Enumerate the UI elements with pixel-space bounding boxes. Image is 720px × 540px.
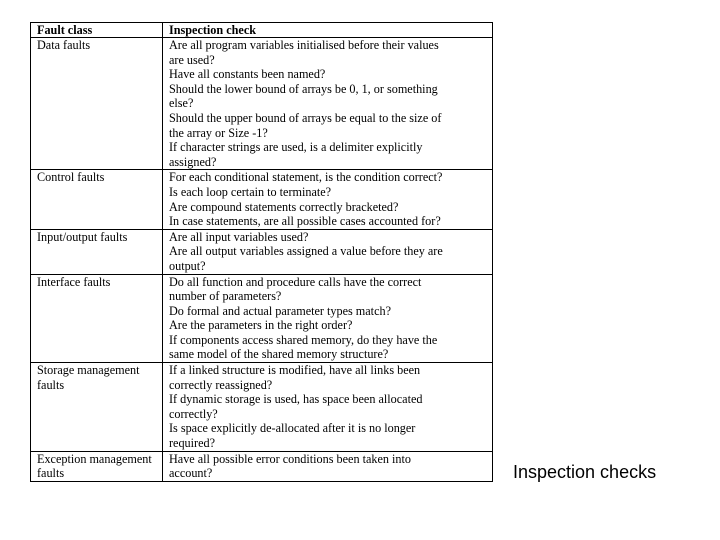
- inspection-check-line: required?: [169, 436, 216, 451]
- inspection-check-line: output?: [169, 258, 206, 273]
- inspection-check-line: For each conditional statement, is the condition correct?: [169, 170, 443, 185]
- inspection-check-line: assigned?: [169, 154, 217, 169]
- inspection-check-line: If a linked structure is modified, have all links been: [169, 363, 421, 378]
- table-row: [31, 274, 493, 363]
- inspection-check-cell: [163, 451, 493, 481]
- inspection-check-line: Is space explicitly de-allocated after it is no longer: [169, 421, 416, 436]
- fault-class-cell: Data faults: [31, 38, 163, 170]
- inspection-check-line: number of parameters?: [169, 289, 282, 304]
- inspection-check-cell: [163, 38, 493, 170]
- table-row: [31, 363, 493, 452]
- inspection-check-cell: [163, 229, 493, 274]
- inspection-check-line: are used?: [169, 52, 215, 67]
- inspection-check-line: Do all function and procedure calls have the correct: [169, 274, 422, 289]
- inspection-check-line: Are compound statements correctly bracketed?: [169, 199, 399, 214]
- inspection-check-cell: [163, 274, 493, 363]
- inspection-check-line: Are all program variables initialised before their values: [169, 38, 439, 52]
- inspection-check-line: If character strings are used, is a delimiter explicitly: [169, 140, 423, 155]
- inspection-check-line: same model of the shared memory structure?: [169, 347, 389, 362]
- slide-caption: Inspection checks: [513, 462, 657, 482]
- fault-class-header: Fault class: [31, 23, 163, 38]
- inspection-check-line: account?: [169, 466, 213, 481]
- fault-class-cell: Input/output faults: [31, 229, 163, 274]
- fault-class-cell: Exception management faults: [31, 451, 163, 481]
- inspection-check-line: correctly reassigned?: [169, 377, 273, 392]
- inspection-check-line: else?: [169, 96, 194, 111]
- inspection-check-line: correctly?: [169, 406, 218, 421]
- inspection-check-line: If dynamic storage is used, has space been allocated: [169, 392, 423, 407]
- table-row: [31, 170, 493, 229]
- table-row: [31, 229, 493, 274]
- inspection-check-line: Should the upper bound of arrays be equal to the size of: [169, 110, 442, 125]
- inspection-check-line: If components access shared memory, do they have the: [169, 332, 438, 347]
- inspection-checks-table: [30, 22, 493, 482]
- inspection-check-line: Are the parameters in the right order?: [169, 318, 353, 333]
- inspection-check-line: Have all constants been named?: [169, 67, 326, 82]
- inspection-check-cell: [163, 363, 493, 452]
- fault-class-cell: Storage management faults: [31, 363, 163, 452]
- table-body: [31, 38, 493, 482]
- inspection-check-line: Should the lower bound of arrays be 0, 1, or something: [169, 81, 438, 96]
- inspection-check-line: In case statements, are all possible cases accounted for?: [169, 214, 441, 229]
- inspection-check-cell: [163, 170, 493, 229]
- fault-class-cell: Interface faults: [31, 274, 163, 363]
- inspection-check-line: Is each loop certain to terminate?: [169, 184, 332, 199]
- inspection-check-line: Do formal and actual parameter types match?: [169, 303, 391, 318]
- inspection-check-line: Have all possible error conditions been taken into: [169, 451, 411, 466]
- table-header-row: [31, 23, 493, 38]
- inspection-check-header: Inspection check: [163, 23, 493, 38]
- fault-class-cell: Control faults: [31, 170, 163, 229]
- inspection-check-line: Are all output variables assigned a value before they are: [169, 244, 443, 259]
- inspection-check-line: Are all input variables used?: [169, 229, 309, 244]
- inspection-check-line: the array or Size -1?: [169, 125, 268, 140]
- table-row: [31, 38, 493, 170]
- table-row: [31, 451, 493, 481]
